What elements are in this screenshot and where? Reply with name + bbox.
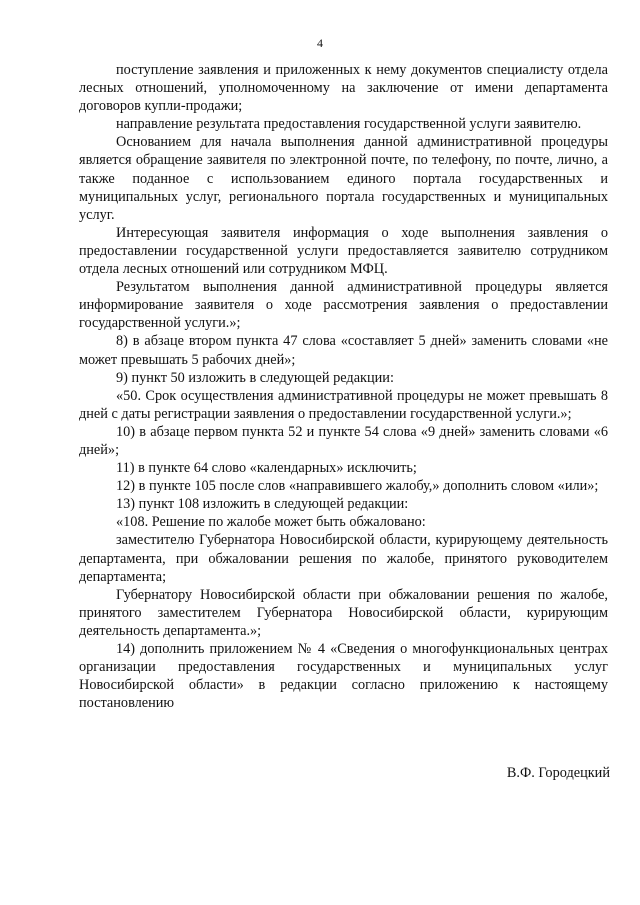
paragraph: 9) пункт 50 изложить в следующей редакции: <box>116 369 394 386</box>
paragraph: 11) в пункте 64 слово «календарных» исключить; <box>116 460 417 477</box>
paragraph: Основанием для начала выполнения данной административной процедуры является обращение заявителя по электронной почте, по телефону, по почте, лично, а также поданное с использованием единого портала государственных и муниципальных услуг, регионального портала государственных и муниципальных услуг. <box>79 134 608 223</box>
paragraph: 13) пункт 108 изложить в следующей редакции: <box>116 496 409 513</box>
paragraph: 10) в абзаце первом пункта 52 и пункте 54 слова «9 дней» заменить словами «6 дней»; <box>79 423 608 458</box>
paragraph: Губернатору Новосибирской области при обжаловании решения по жалобе, принятого заместителем Губернатора Новосибирской области, курирующим деятельность департамента.»; <box>79 586 608 639</box>
document-body <box>79 61 608 712</box>
paragraph: 12) в пункте 105 после слов «направившего жалобу,» дополнить словом «или»; <box>116 478 599 495</box>
signature: В.Ф. Городецкий <box>506 765 610 781</box>
paragraph: «108. Решение по жалобе может быть обжаловано: <box>116 514 426 531</box>
page-number: 4 <box>317 36 323 50</box>
paragraph: заместителю Губернатора Новосибирской области, курирующему деятельность департамента, при обжаловании решения по жалобе, принятого руководителем департамента; <box>79 532 608 585</box>
paragraph: поступление заявления и приложенных к нему документов специалисту отдела лесных отношений, уполномоченному на заключение от имени департамента договоров купли-продажи; <box>79 62 608 115</box>
paragraph: «50. Срок осуществления административной процедуры не может превышать 8 дней с даты регистрации заявления о предоставлении государственной услуги.»; <box>79 387 608 422</box>
paragraph: 8) в абзаце втором пункта 47 слова «составляет 5 дней» заменить словами «не может превышать 5 рабочих дней»; <box>79 333 608 368</box>
paragraph: Интересующая заявителя информация о ходе выполнения заявления о предоставлении государственной услуги предоставляется заявителю сотрудником отдела лесных отношений или сотрудником МФЦ. <box>79 224 608 278</box>
paragraph: 14) дополнить приложением № 4 «Сведения о многофункциональных центрах организации предоставления государственных и муниципальных услуг Новосибирской области» в редакции согласно приложению к настоящему постановлению <box>79 641 608 712</box>
paragraph: Результатом выполнения данной административной процедуры является информирование заявителя о ходе рассмотрения заявления о предоставлении государственной услуги.»; <box>79 279 608 332</box>
paragraph: направление результата предоставления государственной услуги заявителю. <box>116 116 582 133</box>
